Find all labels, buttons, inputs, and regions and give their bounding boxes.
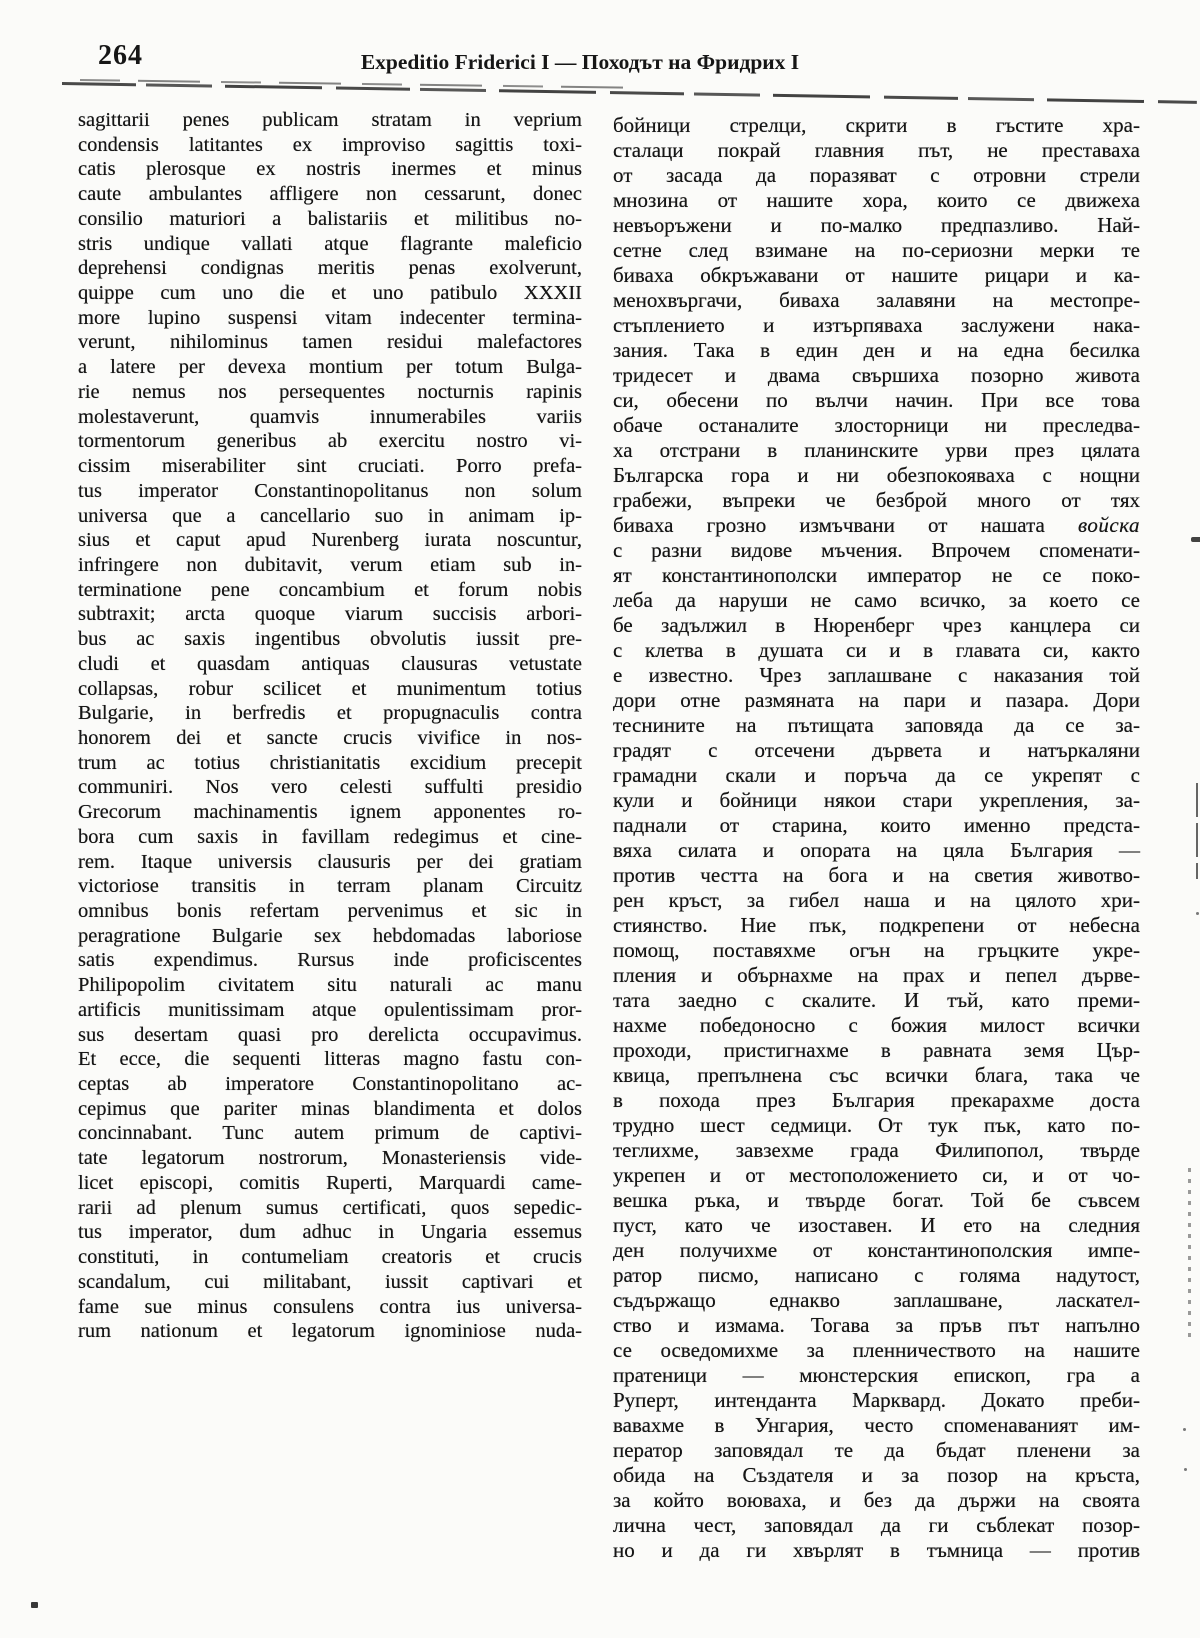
text-line: съдържащо еднакво заплашване, ласкател- (613, 1288, 1140, 1312)
text-line: вавахме в Унгария, често споменаваният им- (613, 1413, 1140, 1437)
text-line: но и да ги хвърлят в тъмница — против (613, 1538, 1140, 1562)
text-line: пратеници — мюнстерския епископ, гра а (613, 1363, 1140, 1387)
text-line: тата заедно с скалите. И тъй, като преми- (613, 988, 1140, 1012)
text-line: rum nationum et legatorum ignominiose nuda- (78, 1320, 582, 1343)
text-line: tus imperator Constantinopolitanus non solum (78, 479, 582, 502)
running-title: Expeditio Friderici I — Походът на Фридрих I (360, 50, 800, 74)
text-line: квица, препълнена със всички блага, така че (613, 1063, 1140, 1087)
text-line: Grecorum machinamentis ignem apponentes ro- (78, 801, 582, 824)
text-line: грамадни скали и поръча да се укрепят с (613, 763, 1140, 787)
text-line: rie nemus nos persequentes nocturnis rapinis (78, 380, 582, 403)
text-line: бе задължил в Нюренберг чрез канцлера си (613, 613, 1140, 637)
text-line: consilio maturiori a balistariis et militibus no- (78, 207, 582, 230)
text-line: ператор заповядал те да бъдат пленени за (613, 1438, 1140, 1462)
text-line: infringere non dubitavit, verum etiam sub in- (78, 553, 582, 576)
text-line: sius et caput apud Nurenberg iurata noscuntur, (78, 529, 582, 552)
text-line: Руперт, интенданта Марквард. Докато преби- (613, 1388, 1140, 1412)
text-line: terminatione pene concambium et forum nobis (78, 578, 582, 601)
text-line: tate legatorum nostrorum, Monasteriensis vide- (78, 1147, 582, 1170)
text-line: Българска гора и ни обезпокояваха с нощни (613, 463, 1140, 487)
text-line: теглихме, завзехме града Филипопол, твърде (613, 1138, 1140, 1162)
text-line: стъплението и изтърпяваха заслужени нака- (613, 313, 1140, 337)
page-number: 264 (98, 40, 143, 71)
text-line: обаче останалите злосторници ни преследва- (613, 413, 1140, 437)
text-line: quippe cum uno die et uno patibulo XXXII (78, 282, 582, 305)
text-line: sagittarii penes publicam stratam in veprium (78, 109, 582, 131)
scan-artifact-dot (1183, 1428, 1186, 1431)
scan-artifact-speck (31, 1602, 38, 1608)
bulgarian-column (613, 113, 1140, 1563)
text-line: peragratione Bulgarie sex hebdomadas laboriose (78, 924, 582, 947)
text-line: rarii ad plenum sumus certificati, quos sepedic- (78, 1196, 582, 1219)
text-line: stris undique vallati atque flagrante maleficio (78, 232, 582, 255)
text-line: се осведомихме за пленничеството на нашите (613, 1338, 1140, 1362)
text-line: сетне след взимане на по-сериозни мерки те (613, 238, 1140, 262)
text-line: trum ac totius christianitatis excidium precepit (78, 751, 582, 774)
text-line: fame sue minus consulens contra ius universa- (78, 1295, 582, 1318)
scan-artifact-mark (1191, 537, 1200, 542)
text-line: subtraxit; arcta quoque viarum succisis arbori- (78, 603, 582, 626)
text-line: против честта на бога и на светия животво- (613, 863, 1140, 887)
text-line: рен кръст, за гибел наша и на цялото хри- (613, 888, 1140, 912)
text-line: е известно. Чрез заплашване с наказания той (613, 663, 1140, 687)
latin-column (78, 108, 582, 1563)
text-line: невъоръжени и по-малко предпазливо. Най- (613, 213, 1140, 237)
text-line: Et ecce, die sequenti litteras magno fastu con- (78, 1048, 582, 1071)
text-line: ят константинополски император не се поко- (613, 563, 1140, 587)
text-line: bus ac saxis ingentibus obvolutis iussit pre- (78, 628, 582, 651)
text-line: tus imperator, dum adhuc in Ungaria essemus (78, 1221, 582, 1244)
text-line: collapsas, robur scilicet et munimentum totius (78, 677, 582, 700)
text-line: биваха обкръжавани от нашите рицари и ка- (613, 263, 1140, 287)
text-line: victoriose transitis in terram planam Circuitz (78, 875, 582, 898)
text-line: ден получихме от константинополския импе- (613, 1238, 1140, 1262)
text-line: мнозина от нашите хора, които се движеха (613, 188, 1140, 212)
text-line: от засада да поразяват с отровни стрели (613, 163, 1140, 187)
text-line: пуст, като че изоставен. И ето на следния (613, 1213, 1140, 1237)
text-line: кули и бойници някои стари укрепления, за- (613, 788, 1140, 812)
text-line: бойници стрелци, скрити в гъстите хра- (613, 113, 1140, 137)
text-line: a latere per devexa montium per totum Bulga- (78, 356, 582, 379)
text-line: ха отстрани в планинските урви през цялата (613, 438, 1140, 462)
text-line: omnibus bonis refertam pervenimus et sic in (78, 900, 582, 922)
text-line: нахме победоносно с божия милост всички (613, 1013, 1140, 1037)
text-line: лична чест, заповядал да ги съблекат позор- (613, 1513, 1140, 1537)
text-line: леба да наруши не само всичко, за което се (613, 588, 1140, 612)
text-line: паднали от старина, които именно предста- (613, 813, 1140, 837)
text-line: satis expendimus. Rursus inde proficiscentes (78, 949, 582, 972)
text-line: вяха силата и опората на цяла България — (613, 838, 1140, 862)
text-line: cepimus que pariter minas blandimenta et dolos (78, 1097, 582, 1120)
text-line: catis plerosque ex nostris inermes et minus (78, 158, 582, 181)
scan-artifact-dot (1184, 1468, 1187, 1471)
text-line: тридесет и двама свършиха позорно живота (613, 363, 1140, 387)
text-line: deprehensi condignas meritis penas exolverunt, (78, 257, 582, 280)
text-line: теснините на пътищата заповяда да се за- (613, 713, 1140, 737)
text-line: constituti, in contumeliam creatoris et crucis (78, 1246, 582, 1269)
text-line: Philipopolim civitatem situ naturali ac manu (78, 974, 582, 997)
text-line: caute ambulantes affligere non cessarunt, donec (78, 183, 582, 206)
text-line: Bulgarie, in berfredis et propugnaculis contra (78, 702, 582, 725)
text-line: ство и измама. Тогава за пръв път напълно (613, 1313, 1140, 1337)
text-line: universa que a cancellario suo in animam ip- (78, 504, 582, 527)
text-line: биваха грозно измъчвани от нашата войска (613, 513, 1140, 537)
text-line: с разни видове мъчения. Впрочем споменати- (613, 538, 1140, 562)
text-line: ратор писмо, написано с голяма надутост, (613, 1263, 1140, 1287)
scan-artifact-dotline (1188, 1168, 1191, 1340)
text-line: bora cum saxis in favillam redegimus et cine- (78, 825, 582, 848)
text-line: градят с отсечени дървета и натъркаляни (613, 738, 1140, 762)
text-line: honorem dei et sancte crucis vivifice in nos- (78, 726, 582, 749)
text-line: зания. Така в един ден и на една бесилка (613, 338, 1140, 362)
text-line: помощ, поставяхме огън на гръцките укре- (613, 938, 1140, 962)
header-rule (62, 82, 1197, 104)
text-line: менохвъргачи, биваха залавяни на местопре- (613, 288, 1140, 312)
text-line: rem. Itaque universis clausuris per dei gratiam (78, 850, 582, 873)
text-line: с клетва в душата си и в главата си, както (613, 638, 1140, 662)
text-line: cludi et quasdam antiquas clausuras vetustate (78, 652, 582, 675)
text-line: tormentorum generibus ab exercitu nostro vi- (78, 430, 582, 453)
text-line: communiri. Nos vero celesti suffulti presidio (78, 776, 582, 799)
text-line: artificis munitissimam atque opulentissimam pror- (78, 998, 582, 1021)
text-line: укрепен и от местоположението си, и от чо- (613, 1163, 1140, 1187)
text-line: licet episcopi, comitis Ruperti, Marquardi came- (78, 1171, 582, 1194)
text-line: cissim miserabiliter sint cruciati. Porro prefa- (78, 455, 582, 478)
text-line: за който воюваха, и без да държи на своята (613, 1488, 1140, 1512)
text-line: ceptas ab imperatore Constantinopolitano ac- (78, 1073, 582, 1096)
text-line: в похода през България прекарахме доста (613, 1088, 1140, 1112)
text-line: стиянство. Ние пък, подкрепени от небесна (613, 913, 1140, 937)
text-line: трудно шест седмици. От тук пък, като по- (613, 1113, 1140, 1137)
text-line: scandalum, cui militabant, iussit captivari et (78, 1270, 582, 1293)
text-line: грабежи, въпреки че безброй много от тях (613, 488, 1140, 512)
text-line: проходи, пристигнахме в равната земя Цър- (613, 1038, 1140, 1062)
text-columns (78, 108, 1140, 1563)
text-line: пления и обърнахме на прах и пепел дърве- (613, 963, 1140, 987)
text-line: вешка ръка, и твърде богат. Той бе съвсем (613, 1188, 1140, 1212)
text-line: concinnabant. Tunc autem primum de captivi- (78, 1122, 582, 1145)
text-line: condensis latitantes ex improviso sagittis toxi- (78, 133, 582, 156)
text-line: обида на Създателя и за позор на кръста, (613, 1463, 1140, 1487)
text-line: си, обесени по вълчи начин. При все това (613, 388, 1140, 412)
text-line: molestaverunt, quamvis innumerabiles variis (78, 405, 582, 428)
scan-artifact-smudge (1196, 783, 1198, 879)
text-line: sus desertam quasi pro derelicta occupavimus. (78, 1023, 582, 1046)
text-line: дори отне размяната на пари и пазара. Дори (613, 688, 1140, 712)
text-line: more lupino suspensi vitam indecenter termina- (78, 306, 582, 329)
scan-artifact-dot (1196, 912, 1199, 915)
text-line: сталаци покрай главния път, не преставаха (613, 138, 1140, 162)
text-line: verunt, nihilominus tamen residui malefactores (78, 331, 582, 354)
